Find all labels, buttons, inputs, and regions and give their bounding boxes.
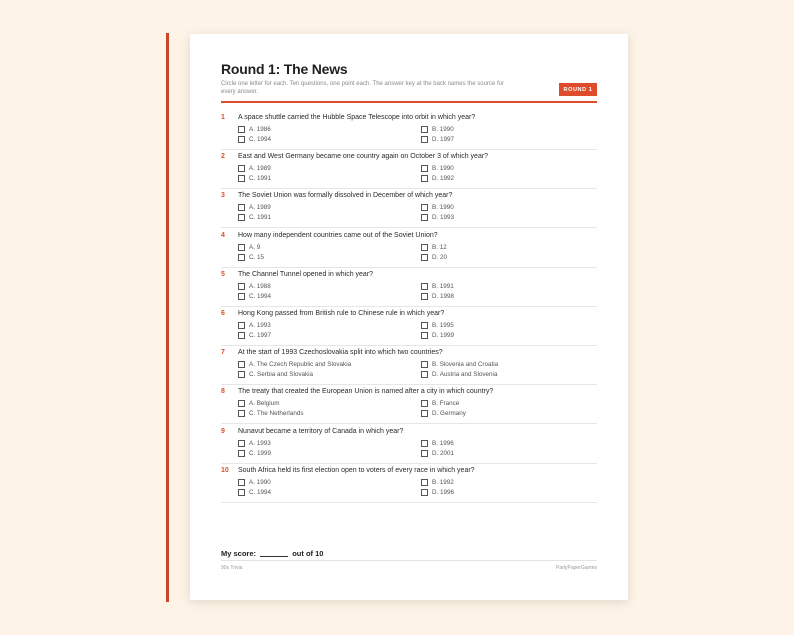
option-label: B. 1990	[432, 204, 454, 212]
option-c[interactable]	[238, 214, 271, 221]
checkbox[interactable]	[238, 400, 245, 407]
option-label: D. 1992	[432, 175, 455, 183]
option-c[interactable]	[238, 450, 271, 457]
question-item	[221, 111, 597, 150]
checkbox[interactable]	[421, 204, 428, 211]
option-label: D. 1993	[432, 214, 455, 222]
option-a[interactable]	[238, 244, 260, 251]
option-c[interactable]	[238, 489, 271, 496]
option-label: C. 1994	[249, 488, 272, 496]
question-number: 8	[221, 388, 225, 396]
option-label: B. 1990	[432, 126, 454, 133]
checkbox[interactable]	[238, 479, 245, 486]
option-d[interactable]	[421, 410, 466, 417]
checkbox[interactable]	[421, 489, 428, 496]
option-c[interactable]	[238, 136, 271, 143]
option-d[interactable]	[421, 293, 454, 300]
option-d[interactable]	[421, 450, 454, 457]
question-number: 3	[221, 192, 225, 200]
question-text: The treaty that created the European Union is named after a city in which country?	[238, 388, 494, 396]
question-text: How many independent countries came out of the Soviet Union?	[238, 231, 438, 239]
checkbox[interactable]	[421, 214, 428, 221]
checkbox[interactable]	[238, 440, 245, 447]
checkbox[interactable]	[421, 254, 428, 261]
question-text: The Channel Tunnel opened in which year?	[238, 270, 374, 278]
checkbox[interactable]	[421, 136, 428, 143]
score-line	[221, 549, 323, 558]
checkbox[interactable]	[421, 440, 428, 447]
option-d[interactable]	[421, 136, 454, 143]
option-c[interactable]	[238, 371, 313, 378]
option-d[interactable]	[421, 175, 454, 182]
page-title: Round 1: The News	[221, 61, 348, 77]
option-a[interactable]	[238, 126, 271, 133]
checkbox[interactable]	[238, 293, 245, 300]
checkbox[interactable]	[238, 322, 245, 329]
checkbox[interactable]	[238, 410, 245, 417]
question-number: 4	[221, 231, 225, 239]
checkbox[interactable]	[238, 214, 245, 221]
option-label: A. 1990	[249, 478, 271, 486]
checkbox[interactable]	[238, 136, 245, 143]
checkbox[interactable]	[238, 244, 245, 251]
option-c[interactable]	[238, 175, 271, 182]
question-text: East and West Germany became one country again on October 3 of which year?	[238, 153, 489, 161]
option-label: C. 1991	[249, 214, 272, 222]
option-label: A. 1993	[249, 322, 271, 329]
option-label: D. 1997	[432, 136, 455, 143]
option-d[interactable]	[421, 214, 454, 221]
option-a[interactable]	[238, 400, 279, 407]
checkbox[interactable]	[421, 283, 428, 290]
option-label: B. 1991	[432, 282, 454, 290]
option-label: A. 1988	[249, 282, 271, 290]
checkbox[interactable]	[238, 332, 245, 339]
option-label: B. 1990	[432, 165, 454, 173]
option-label: D. 2001	[432, 449, 455, 457]
option-b[interactable]	[421, 204, 454, 211]
option-d[interactable]	[421, 254, 447, 261]
option-b[interactable]	[421, 479, 454, 486]
question-item	[221, 268, 597, 307]
option-b[interactable]	[421, 440, 454, 447]
option-c[interactable]	[238, 410, 304, 417]
option-b[interactable]	[421, 126, 454, 133]
checkbox[interactable]	[238, 371, 245, 378]
worksheet-page	[190, 34, 628, 600]
option-label: C. 1999	[249, 449, 272, 457]
option-label: A. Belgium	[249, 400, 280, 408]
option-label: D. 1996	[432, 488, 455, 496]
option-b[interactable]	[421, 244, 447, 251]
option-a[interactable]	[238, 361, 351, 368]
question-number: 6	[221, 310, 225, 317]
option-b[interactable]	[421, 400, 459, 407]
checkbox[interactable]	[421, 322, 428, 329]
checkbox[interactable]	[421, 361, 428, 368]
checkbox[interactable]	[421, 244, 428, 251]
question-item	[221, 346, 597, 385]
option-a[interactable]	[238, 479, 271, 486]
question-number: 10	[221, 466, 229, 474]
footer-left-text: 90s Trivia	[221, 565, 243, 571]
checkbox[interactable]	[238, 175, 245, 182]
checkbox[interactable]	[238, 489, 245, 496]
option-label: C. 1994	[249, 292, 272, 300]
question-text: A space shuttle carried the Hubble Space Telescope into orbit in which year?	[238, 114, 476, 121]
question-item	[221, 189, 597, 228]
option-b[interactable]	[421, 322, 454, 329]
option-label: B. 12	[432, 243, 447, 251]
option-label: B. 1992	[432, 478, 454, 486]
checkbox[interactable]	[238, 254, 245, 261]
footer-right-text: PartyPaperGames	[555, 565, 597, 571]
option-a[interactable]	[238, 283, 271, 290]
option-a[interactable]	[238, 322, 271, 329]
option-c[interactable]	[238, 293, 271, 300]
question-item	[221, 464, 597, 503]
question-number: 1	[221, 114, 225, 121]
question-number: 2	[221, 153, 225, 161]
option-label: D. Germany	[432, 410, 466, 418]
option-b[interactable]	[421, 283, 454, 290]
question-item	[221, 150, 597, 189]
option-label: C. 1997	[249, 332, 272, 339]
checkbox[interactable]	[421, 165, 428, 172]
option-label: B. 1995	[432, 322, 454, 329]
question-item	[221, 425, 597, 464]
option-c[interactable]	[238, 332, 271, 339]
question-number: 7	[221, 349, 225, 357]
header-rule	[221, 101, 597, 103]
page-instructions: Circle one letter for each. Ten questions, one point each. The answer key at the back names the source for every answer.	[221, 81, 504, 95]
question-item	[221, 229, 597, 268]
option-d[interactable]	[421, 371, 497, 378]
option-a[interactable]	[238, 165, 271, 172]
option-label: A. 9	[249, 243, 261, 251]
question-text: At the start of 1993 Czechoslovakia split into which two countries?	[238, 349, 443, 357]
option-label: D. Austria and Slovenia	[432, 371, 498, 379]
option-label: A. 1986	[249, 126, 271, 133]
option-label: C. The Netherlands	[249, 410, 304, 418]
score-blank[interactable]	[260, 556, 288, 557]
round-badge: ROUND 1	[559, 83, 597, 96]
option-label: C. 1994	[249, 136, 272, 143]
option-label: B. Slovenia and Croatia	[432, 361, 499, 369]
checkbox[interactable]	[421, 410, 428, 417]
option-b[interactable]	[421, 165, 454, 172]
question-text: Hong Kong passed from British rule to Chinese rule in which year?	[238, 310, 445, 317]
option-label: D. 1998	[432, 292, 455, 300]
question-text: The Soviet Union was formally dissolved in December of which year?	[238, 192, 453, 200]
option-d[interactable]	[421, 332, 454, 339]
option-label: A. 1989	[249, 204, 271, 212]
option-a[interactable]	[238, 204, 271, 211]
option-label: A. 1989	[249, 165, 271, 173]
checkbox[interactable]	[421, 332, 428, 339]
score-suffix: out of 10	[292, 549, 324, 558]
footer-rule	[221, 560, 597, 561]
question-number: 5	[221, 270, 225, 278]
checkbox[interactable]	[238, 204, 245, 211]
checkbox[interactable]	[421, 400, 428, 407]
checkbox[interactable]	[238, 165, 245, 172]
checkbox[interactable]	[238, 361, 245, 368]
option-c[interactable]	[238, 254, 264, 261]
score-label: My score:	[221, 549, 257, 558]
option-d[interactable]	[421, 489, 454, 496]
question-number: 9	[221, 427, 225, 435]
checkbox[interactable]	[238, 126, 245, 133]
question-item	[221, 307, 597, 346]
option-b[interactable]	[421, 361, 498, 368]
option-label: C. 15	[249, 253, 265, 261]
checkbox[interactable]	[421, 371, 428, 378]
option-label: B. France	[432, 400, 460, 408]
option-a[interactable]	[238, 440, 271, 447]
option-label: D. 20	[432, 253, 448, 261]
question-text: South Africa held its first election open to voters of every race in which year?	[238, 466, 475, 474]
question-text: Nunavut became a territory of Canada in which year?	[238, 427, 404, 435]
checkbox[interactable]	[238, 450, 245, 457]
checkbox[interactable]	[421, 479, 428, 486]
option-label: B. 1996	[432, 439, 454, 447]
checkbox[interactable]	[421, 175, 428, 182]
checkbox[interactable]	[421, 450, 428, 457]
option-label: A. The Czech Republic and Slovakia	[249, 361, 352, 369]
option-label: C. 1991	[249, 175, 272, 183]
option-label: A. 1993	[249, 439, 271, 447]
checkbox[interactable]	[238, 283, 245, 290]
binding-spine	[166, 33, 169, 602]
option-label: D. 1999	[432, 332, 455, 339]
checkbox[interactable]	[421, 293, 428, 300]
checkbox[interactable]	[421, 126, 428, 133]
question-item	[221, 385, 597, 424]
option-label: C. Serbia and Slovakia	[249, 371, 314, 379]
